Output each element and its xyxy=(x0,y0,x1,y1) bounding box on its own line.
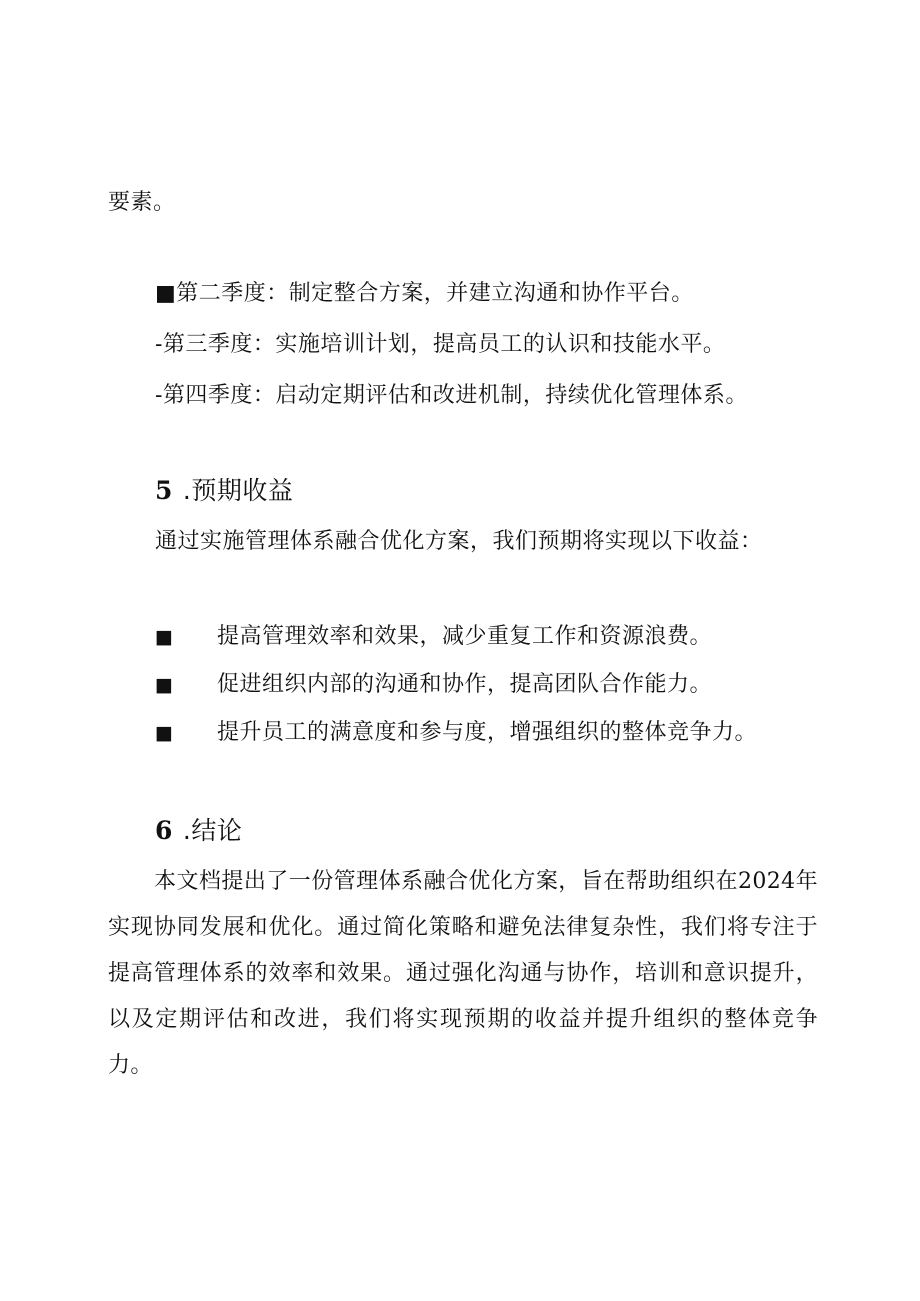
benefit-item xyxy=(155,670,712,700)
section-6-number: 6 xyxy=(155,816,173,845)
benefit-text: 提高管理效率和效果，减少重复工作和资源浪费。 xyxy=(217,624,713,649)
section-5-heading xyxy=(155,474,293,508)
benefit-item xyxy=(155,718,757,748)
bullet-square-icon: ■ xyxy=(155,722,174,744)
bullet-square-icon: ■ xyxy=(155,626,174,648)
continuation-text: 要素。 xyxy=(108,190,176,215)
section-5-title: .预期收益 xyxy=(182,476,294,505)
benefit-text: 促进组织内部的沟通和协作，提高团队合作能力。 xyxy=(217,672,713,697)
section-5-number: 5 xyxy=(155,476,173,505)
section-6-title: .结论 xyxy=(182,816,243,845)
bullet-square-icon: ■ xyxy=(155,674,174,696)
section-6-heading xyxy=(155,814,242,848)
schedule-item-q4: -第四季度：启动定期评估和改进机制，持续优化管理体系。 xyxy=(155,383,748,408)
benefit-text: 提升员工的满意度和参与度，增强组织的整体竞争力。 xyxy=(217,720,758,745)
conclusion-paragraph: 本文档提出了一份管理体系融合优化方案，旨在帮助组织在2024年实现协同发展和优化。通过简化策略和避免法律复杂性，我们将专注于提高管理体系的效率和效果。通过强化沟通与协作，培训和意识提升，以及定期评估和改进，我们将实现预期的收益并提升组织的整体竞争力。 xyxy=(108,869,818,1078)
section-5-intro: 通过实施管理体系融合优化方案，我们预期将实现以下收益： xyxy=(155,529,763,554)
schedule-item-q2: ■第二季度：制定整合方案，并建立沟通和协作平台。 xyxy=(155,281,694,306)
schedule-item-q3: -第三季度：实施培训计划，提高员工的认识和技能水平。 xyxy=(155,332,726,357)
benefit-item xyxy=(155,622,712,652)
